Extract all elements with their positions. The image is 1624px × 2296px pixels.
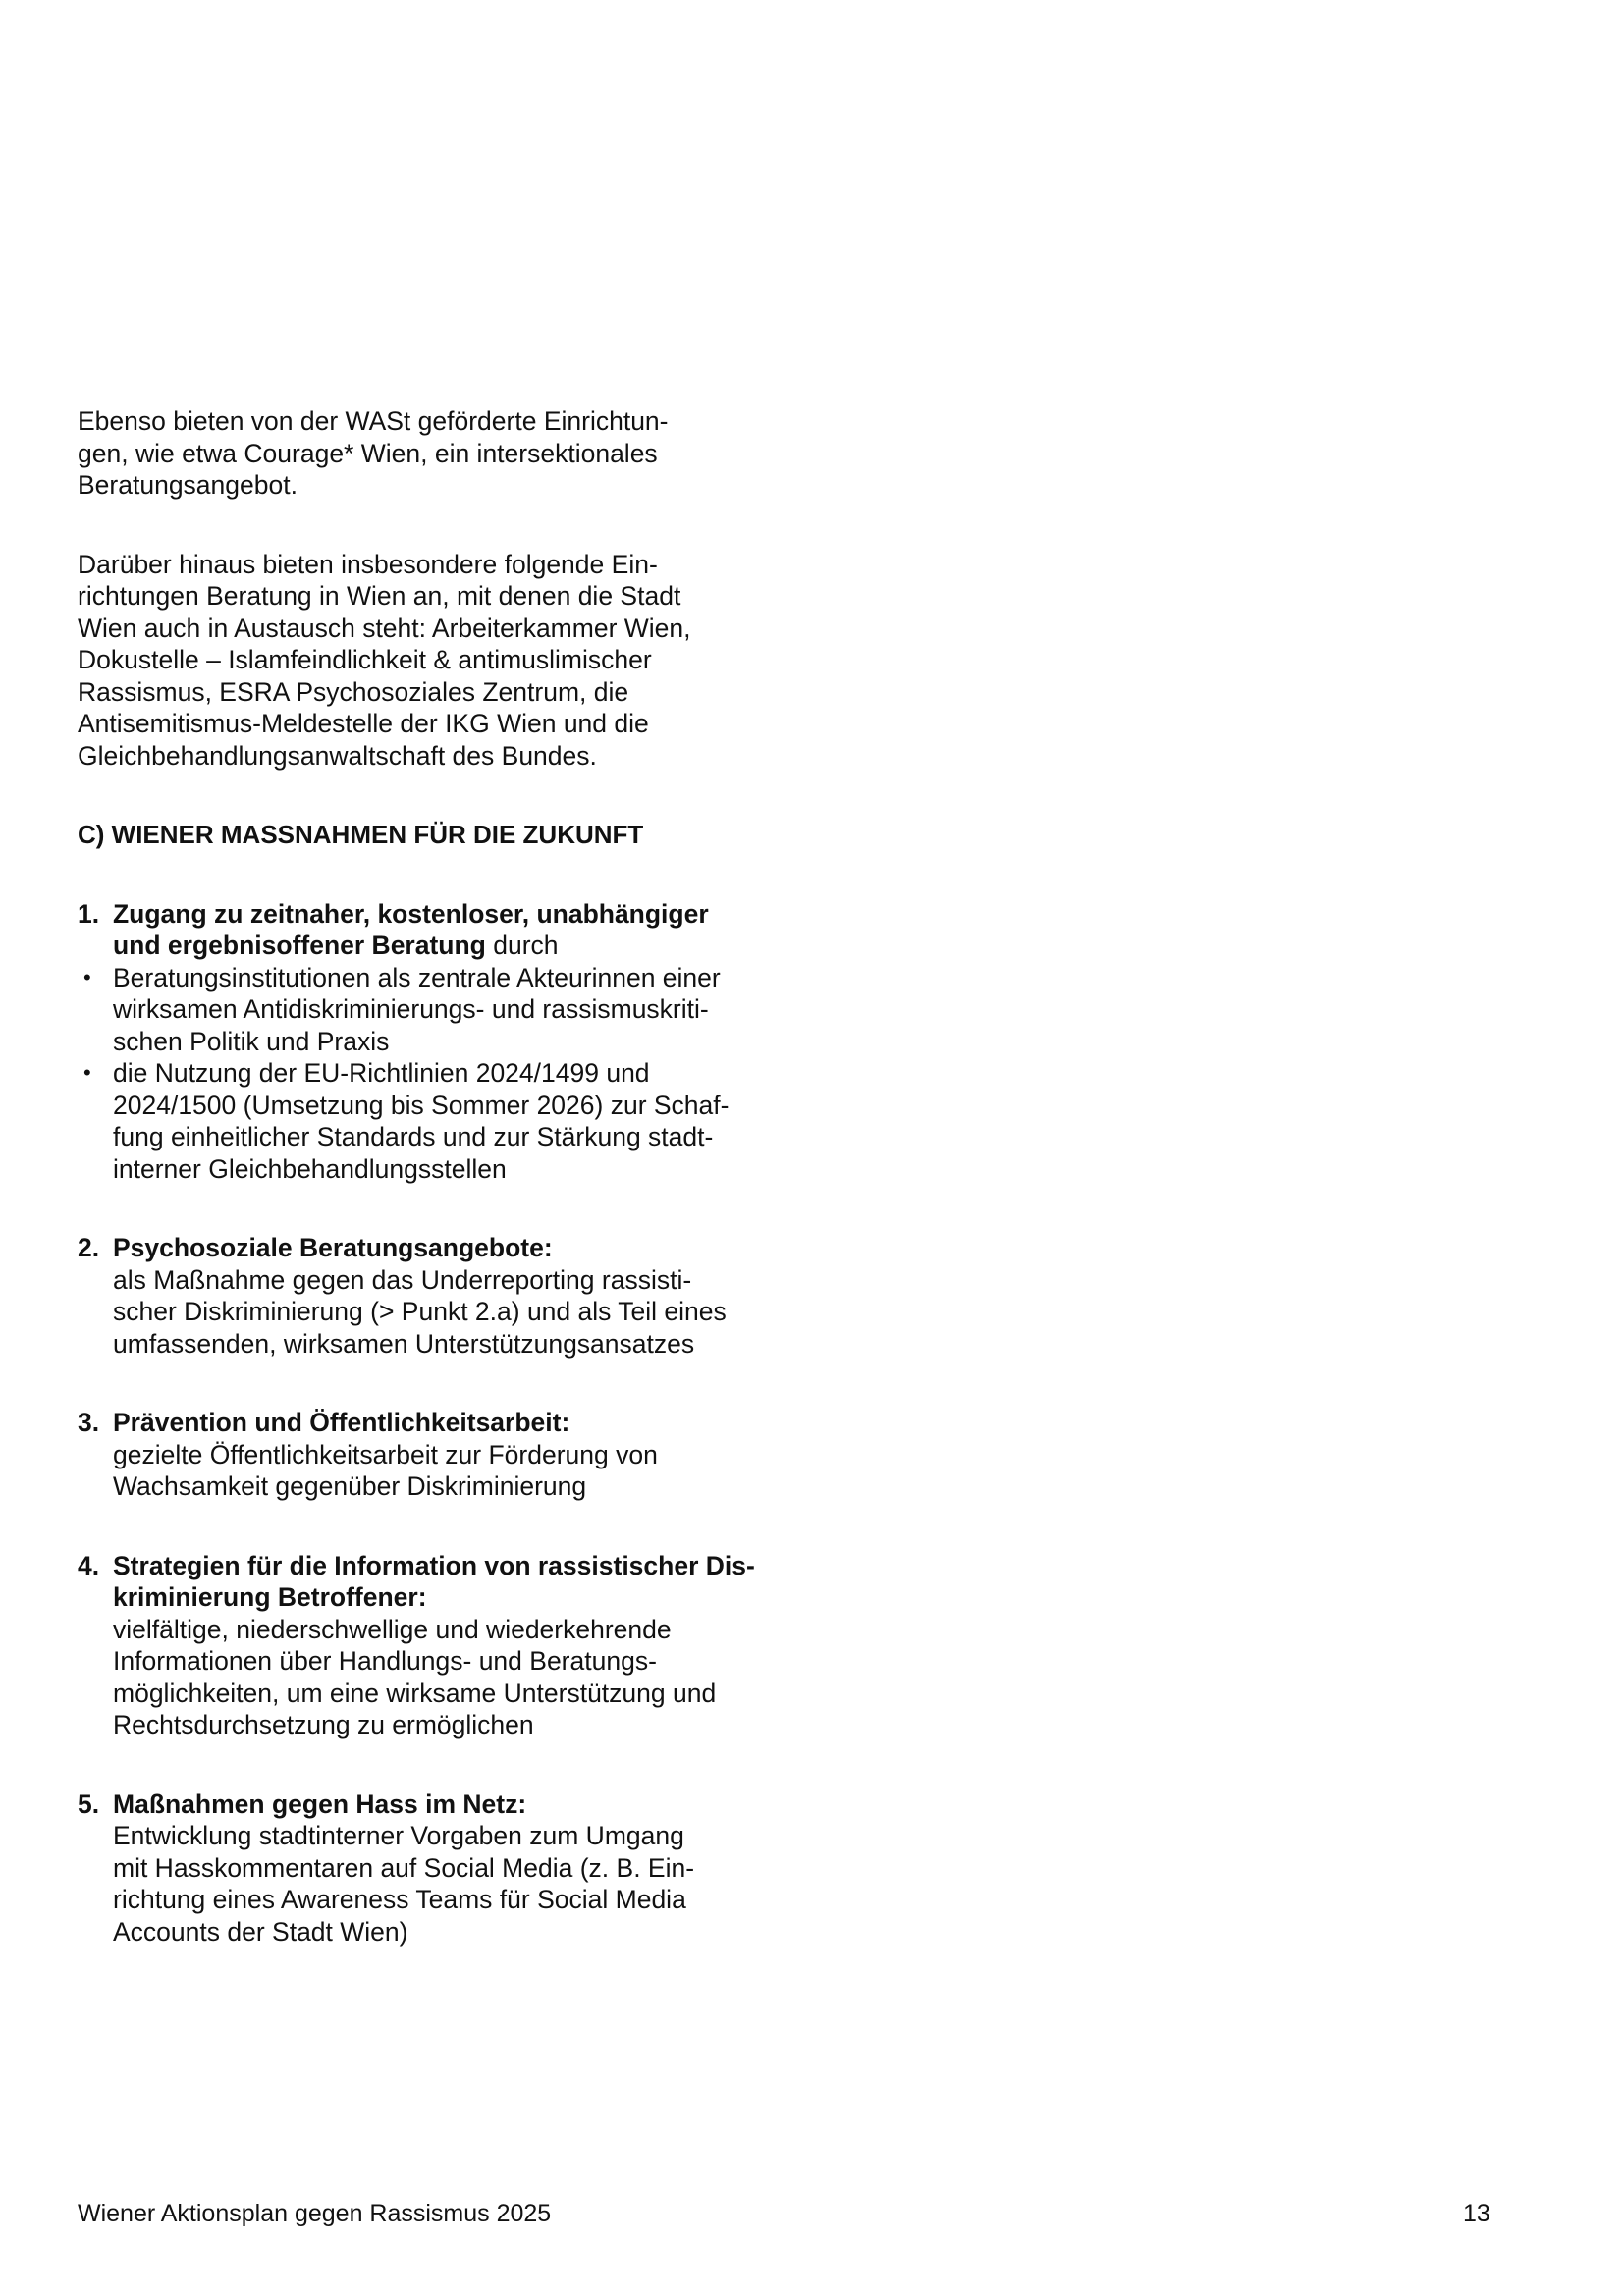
text-line: kriminierung Betroffener: (113, 1582, 427, 1612)
text-line: Ebenso bieten von der WASt geförderte Einrichtun- (78, 406, 669, 436)
text-line: fung einheitlicher Standards und zur Stärkung stadt- (113, 1122, 714, 1151)
text-line: umfassenden, wirksamen Unterstützungsansatzes (113, 1328, 695, 1359)
text-line: vielfältige, niederschwellige und wiederkehrende (113, 1614, 672, 1644)
footer-title: Wiener Aktionsplan gegen Rassismus 2025 (78, 2200, 552, 2227)
text-line: Dokustelle – Islamfeindlichkeit & antimuslimischer (78, 645, 652, 674)
measure-bullets (83, 962, 785, 1186)
text-line: Rechtsdurchsetzung zu ermöglichen (113, 1710, 534, 1739)
text-line: als Maßnahme gegen das Underreporting rassisti- (113, 1264, 692, 1295)
measure-item-3 (78, 1407, 785, 1503)
measure-title: und ergebnisoffener Beratung (113, 931, 486, 960)
text-line: Darüber hinaus bieten insbesondere folgende Ein- (78, 549, 658, 579)
measure-title-suffix: durch (485, 931, 559, 960)
measure-item-1 (78, 898, 785, 1186)
text-line: Beratungsangebot. (78, 470, 298, 500)
text-line: wirksamen Antidiskriminierungs- und rassismuskriti- (113, 994, 709, 1024)
text-line: gen, wie etwa Courage* Wien, ein intersektionales (78, 438, 658, 468)
measure-title: Psychosoziale Beratungsangebote: (113, 1233, 553, 1262)
intro-paragraph-1 (78, 405, 785, 502)
intro-paragraph-2 (78, 549, 785, 773)
text-line: scher Diskriminierung (> Punkt 2.a) und als Teil eines (113, 1297, 727, 1326)
page-content (78, 405, 785, 1995)
text-line: Beratungsinstitutionen als zentrale Akteurinnen einer (113, 962, 721, 992)
text-line: Gleichbehandlungsanwaltschaft des Bundes. (78, 740, 597, 771)
measure-number: 5. (78, 1789, 100, 1819)
measure-number: 3. (78, 1408, 100, 1437)
bullet-icon: • (83, 1060, 91, 1085)
text-line: Wachsamkeit gegenüber Diskriminierung (113, 1471, 587, 1501)
measure-item-4 (78, 1550, 785, 1741)
text-line: gezielte Öffentlichkeitsarbeit zur Förderung von (113, 1439, 658, 1469)
text-line: die Nutzung der EU-Richtlinien 2024/1499 und (113, 1058, 650, 1088)
measure-item-5 (78, 1789, 785, 1949)
text-line: Rassismus, ESRA Psychosoziales Zentrum, die (78, 676, 629, 707)
text-line: schen Politik und Praxis (113, 1026, 390, 1056)
measure-number: 2. (78, 1233, 100, 1262)
text-line: Antisemitismus-Meldestelle der IKG Wien und die (78, 709, 649, 738)
measure-title: Maßnahmen gegen Hass im Netz: (113, 1789, 527, 1819)
measure-number: 4. (78, 1550, 100, 1580)
measure-body (113, 1614, 785, 1741)
text-line: Accounts der Stadt Wien) (113, 1916, 408, 1947)
bullet-icon: • (83, 964, 91, 989)
measure-body (113, 1264, 785, 1361)
text-line: mit Hasskommentaren auf Social Media (z. B. Ein- (113, 1852, 695, 1883)
measure-item-2 (78, 1232, 785, 1360)
measure-title: Prävention und Öffentlichkeitsarbeit: (113, 1408, 570, 1437)
list-item (83, 1057, 785, 1185)
text-line: Strategien für die Information von rassistischer Dis- (113, 1550, 755, 1580)
measure-title: Zugang zu zeitnaher, kostenloser, unabhängiger (113, 898, 709, 929)
measure-number: 1. (78, 898, 100, 929)
section-heading: C) WIENER MASSNAHMEN FÜR DIE ZUKUNFT (78, 820, 644, 849)
list-item (83, 962, 785, 1058)
measure-title (113, 1550, 785, 1614)
text-line: 2024/1500 (Umsetzung bis Sommer 2026) zur Schaf- (113, 1090, 730, 1120)
text-line: möglichkeiten, um eine wirksame Unterstützung und (113, 1678, 717, 1708)
text-line: Informationen über Handlungs- und Beratungs- (113, 1646, 657, 1676)
text-line: Wien auch in Austausch steht: Arbeiterkammer Wien, (78, 613, 691, 643)
text-line: Entwicklung stadtinterner Vorgaben zum Umgang (113, 1821, 684, 1850)
page-number: 13 (1463, 2200, 1490, 2227)
measure-body (113, 1439, 785, 1503)
measure-body (113, 1820, 785, 1948)
text-line: richtungen Beratung in Wien an, mit denen die Stadt (78, 581, 681, 611)
measures-list (78, 898, 785, 1949)
text-line: richtung eines Awareness Teams für Social Media (113, 1885, 686, 1914)
text-line: interner Gleichbehandlungsstellen (113, 1153, 507, 1184)
